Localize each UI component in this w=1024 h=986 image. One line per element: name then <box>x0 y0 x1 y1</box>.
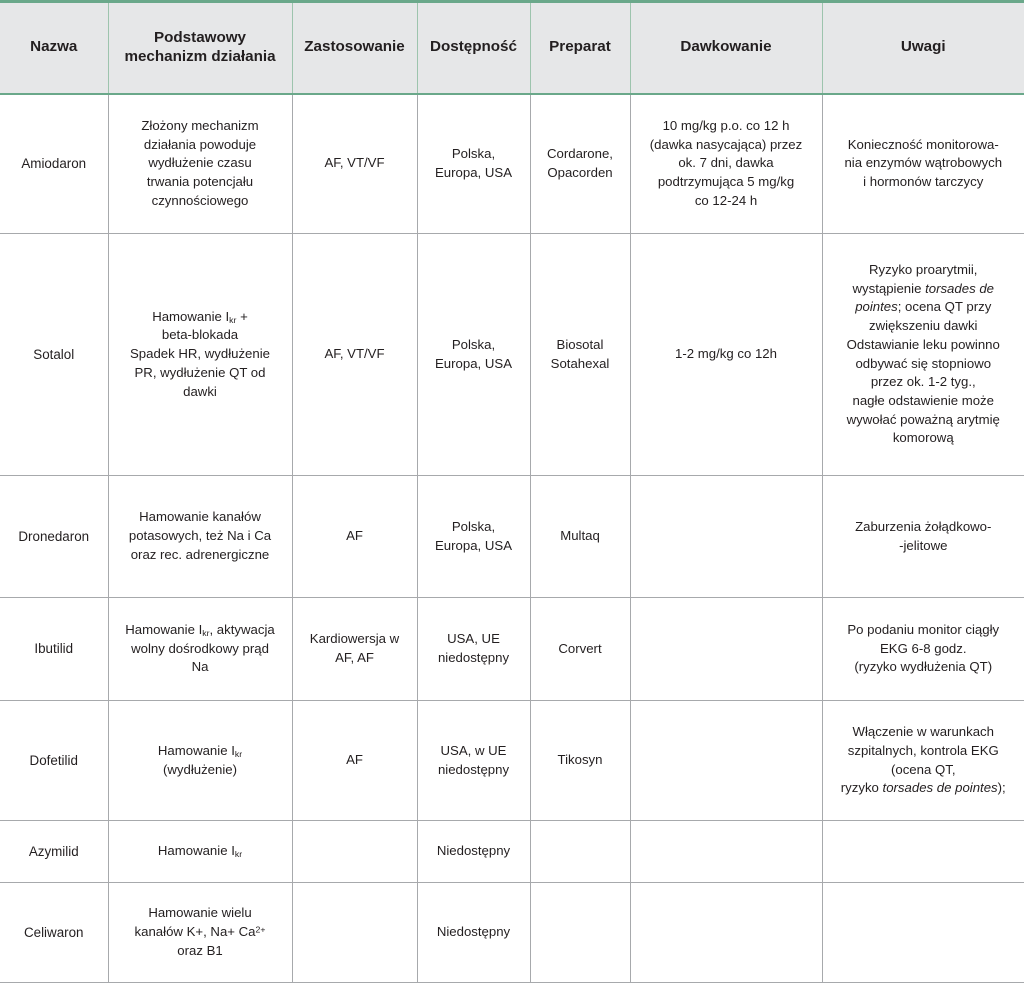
mechanism-text: Hamowanie kanałów potasowych, też Na i Ca oraz rec. adrenergiczne <box>128 509 272 562</box>
drug-name: Dronedaron <box>18 528 90 544</box>
availability-text: USA, w UE niedostępny <box>437 742 510 777</box>
cell-preparat <box>530 234 630 476</box>
table-header <box>0 2 1024 94</box>
mechanism-text: Hamowanie $I_{kr}$ <box>157 843 243 860</box>
dosing-text <box>638 649 815 650</box>
cell-dawkowanie <box>630 476 822 598</box>
brand-text: Cordarone, Opacorden <box>547 146 613 180</box>
brand-text <box>538 932 623 933</box>
table-row <box>0 94 1024 234</box>
table-row <box>0 883 1024 983</box>
dosing-text <box>638 536 815 537</box>
column-header-zastosowanie <box>292 2 417 94</box>
cell-nazwa <box>0 598 108 701</box>
brand-text: Corvert <box>558 640 602 656</box>
drug-name: Sotalol <box>33 346 75 362</box>
cell-dostepnosc <box>417 883 530 983</box>
indication-text: AF, VT/VF <box>324 346 385 362</box>
drug-name: Celiwaron <box>23 924 84 940</box>
cell-dostepnosc <box>417 476 530 598</box>
cell-uwagi <box>822 476 1024 598</box>
cell-mechanizm <box>108 821 292 883</box>
cell-preparat <box>530 476 630 598</box>
mechanism-text: Złożony mechanizm działania powoduje wydłużenie czasu trwania potencjału czynnościowego <box>141 117 259 208</box>
cell-mechanizm <box>108 476 292 598</box>
column-header-dostepnosc-label: Dostępność <box>430 38 517 56</box>
cell-preparat <box>530 701 630 821</box>
mechanism-text: Hamowanie wielu kanałów K+, $Na+ Ca^{2+}$ oraz B1 <box>134 905 266 958</box>
mechanism-text: Hamowanie $I_{kr}$, aktywacja wolny dośrodkowy prąd Na <box>125 621 275 675</box>
indication-text: AF, VT/VF <box>324 155 385 171</box>
cell-nazwa <box>0 476 108 598</box>
availability-text: Niedostępny <box>436 924 511 940</box>
mechanism-text: Hamowanie $I_{kr}$ + beta-blokada Spadek HR, wydłużenie PR, wydłużenie QT od dawki <box>129 308 270 399</box>
availability-text: USA, UE niedostępny <box>437 631 510 665</box>
cell-zastosowanie <box>292 234 417 476</box>
cell-dawkowanie <box>630 598 822 701</box>
cell-zastosowanie <box>292 598 417 701</box>
cell-nazwa <box>0 94 108 234</box>
dosing-text: 1-2 mg/kg co 12h <box>675 346 777 362</box>
indication-text: AF <box>346 752 363 768</box>
notes-text <box>830 932 1018 933</box>
notes-text <box>830 851 1018 852</box>
column-header-dostepnosc <box>417 2 530 94</box>
availability-text: Polska, Europa, USA <box>435 146 512 180</box>
table-header-row <box>0 2 1024 94</box>
cell-mechanizm <box>108 598 292 701</box>
drug-name: Dofetilid <box>29 752 78 768</box>
cell-nazwa <box>0 234 108 476</box>
cell-dawkowanie <box>630 701 822 821</box>
brand-text <box>538 851 623 852</box>
drug-name: Ibutilid <box>34 641 74 657</box>
cell-zastosowanie <box>292 821 417 883</box>
column-header-zastosowanie-label: Zastosowanie <box>304 38 405 56</box>
cell-uwagi <box>822 94 1024 234</box>
notes-text: Po podaniu monitor ciągły EKG 6-8 godz. (ryzyko wydłużenia QT) <box>847 621 1000 675</box>
table-body <box>0 94 1024 983</box>
column-header-nazwa <box>0 2 108 94</box>
table-row <box>0 234 1024 476</box>
cell-mechanizm <box>108 883 292 983</box>
notes-text: Włączenie w warunkach szpitalnych, kontrola EKG (ocena QT, ryzyko torsades de pointes); <box>840 724 1006 796</box>
column-header-nazwa-label: Nazwa <box>30 38 78 56</box>
cell-uwagi <box>822 234 1024 476</box>
cell-nazwa <box>0 821 108 883</box>
table-row <box>0 476 1024 598</box>
column-header-dawkowanie <box>630 2 822 94</box>
indication-text: AF <box>346 528 363 544</box>
mechanism-text: Hamowanie $I_{kr}$ (wydłużenie) <box>157 742 243 777</box>
dosing-text <box>638 760 815 761</box>
column-header-preparat-label: Preparat <box>549 38 611 56</box>
cell-dawkowanie <box>630 821 822 883</box>
column-header-dawkowanie-label: Dawkowanie <box>680 38 772 56</box>
cell-dostepnosc <box>417 821 530 883</box>
cell-dostepnosc <box>417 598 530 701</box>
table-row <box>0 821 1024 883</box>
dosing-text <box>638 851 815 852</box>
cell-zastosowanie <box>292 883 417 983</box>
table-row <box>0 701 1024 821</box>
table-row <box>0 598 1024 701</box>
cell-zastosowanie <box>292 476 417 598</box>
brand-text: Tikosyn <box>557 752 603 768</box>
indication-text: Kardiowersja w AF, AF <box>309 631 400 665</box>
cell-dawkowanie <box>630 883 822 983</box>
cell-dawkowanie <box>630 94 822 234</box>
dosing-text <box>638 932 815 933</box>
drug-name: Amiodaron <box>21 156 87 172</box>
cell-nazwa <box>0 701 108 821</box>
column-header-uwagi-label: Uwagi <box>900 38 946 56</box>
drug-name: Azymilid <box>28 843 79 859</box>
column-header-mechanizm <box>108 2 292 94</box>
availability-text: Polska, Europa, USA <box>435 336 512 371</box>
cell-uwagi <box>822 701 1024 821</box>
notes-text: Konieczność monitorowa- nia enzymów wątrobowych i hormonów tarczycy <box>844 136 1003 190</box>
cell-nazwa <box>0 883 108 983</box>
cell-mechanizm <box>108 234 292 476</box>
indication-text <box>300 932 410 933</box>
cell-dostepnosc <box>417 701 530 821</box>
cell-preparat <box>530 883 630 983</box>
cell-preparat <box>530 94 630 234</box>
column-header-preparat <box>530 2 630 94</box>
cell-preparat <box>530 598 630 701</box>
cell-dawkowanie <box>630 234 822 476</box>
indication-text <box>300 851 410 852</box>
cell-mechanizm <box>108 701 292 821</box>
brand-text: Multaq <box>560 528 600 544</box>
cell-zastosowanie <box>292 701 417 821</box>
cell-preparat <box>530 821 630 883</box>
cell-mechanizm <box>108 94 292 234</box>
cell-uwagi <box>822 598 1024 701</box>
notes-text: Zaburzenia żołądkowo- -jelitowe <box>855 518 992 553</box>
cell-uwagi <box>822 883 1024 983</box>
availability-text: Niedostępny <box>436 843 511 859</box>
column-header-mechanizm-label-line2: mechanizm działania <box>124 47 276 65</box>
column-header-uwagi <box>822 2 1024 94</box>
cell-zastosowanie <box>292 94 417 234</box>
dosing-text: 10 mg/kg p.o. co 12 h (dawka nasycająca) przez ok. 7 dni, dawka podtrzymująca 5 mg/kg co 12-24 h <box>649 117 803 208</box>
availability-text: Polska, Europa, USA <box>435 518 512 553</box>
notes-text: Ryzyko proarytmii, wystąpienie torsades de pointes; ocena QT przy zwiększeniu dawki Odstawianie leku powinno odbywać się stopniowo przez ok. 1-2 tyg., nagłe odstawienie może wywołać poważną arytmię komorową <box>846 261 1000 446</box>
cell-dostepnosc <box>417 94 530 234</box>
column-header-mechanizm-label-line1: Podstawowy <box>154 29 246 47</box>
brand-text: Biosotal Sotahexal <box>550 336 610 371</box>
cell-uwagi <box>822 821 1024 883</box>
cell-dostepnosc <box>417 234 530 476</box>
